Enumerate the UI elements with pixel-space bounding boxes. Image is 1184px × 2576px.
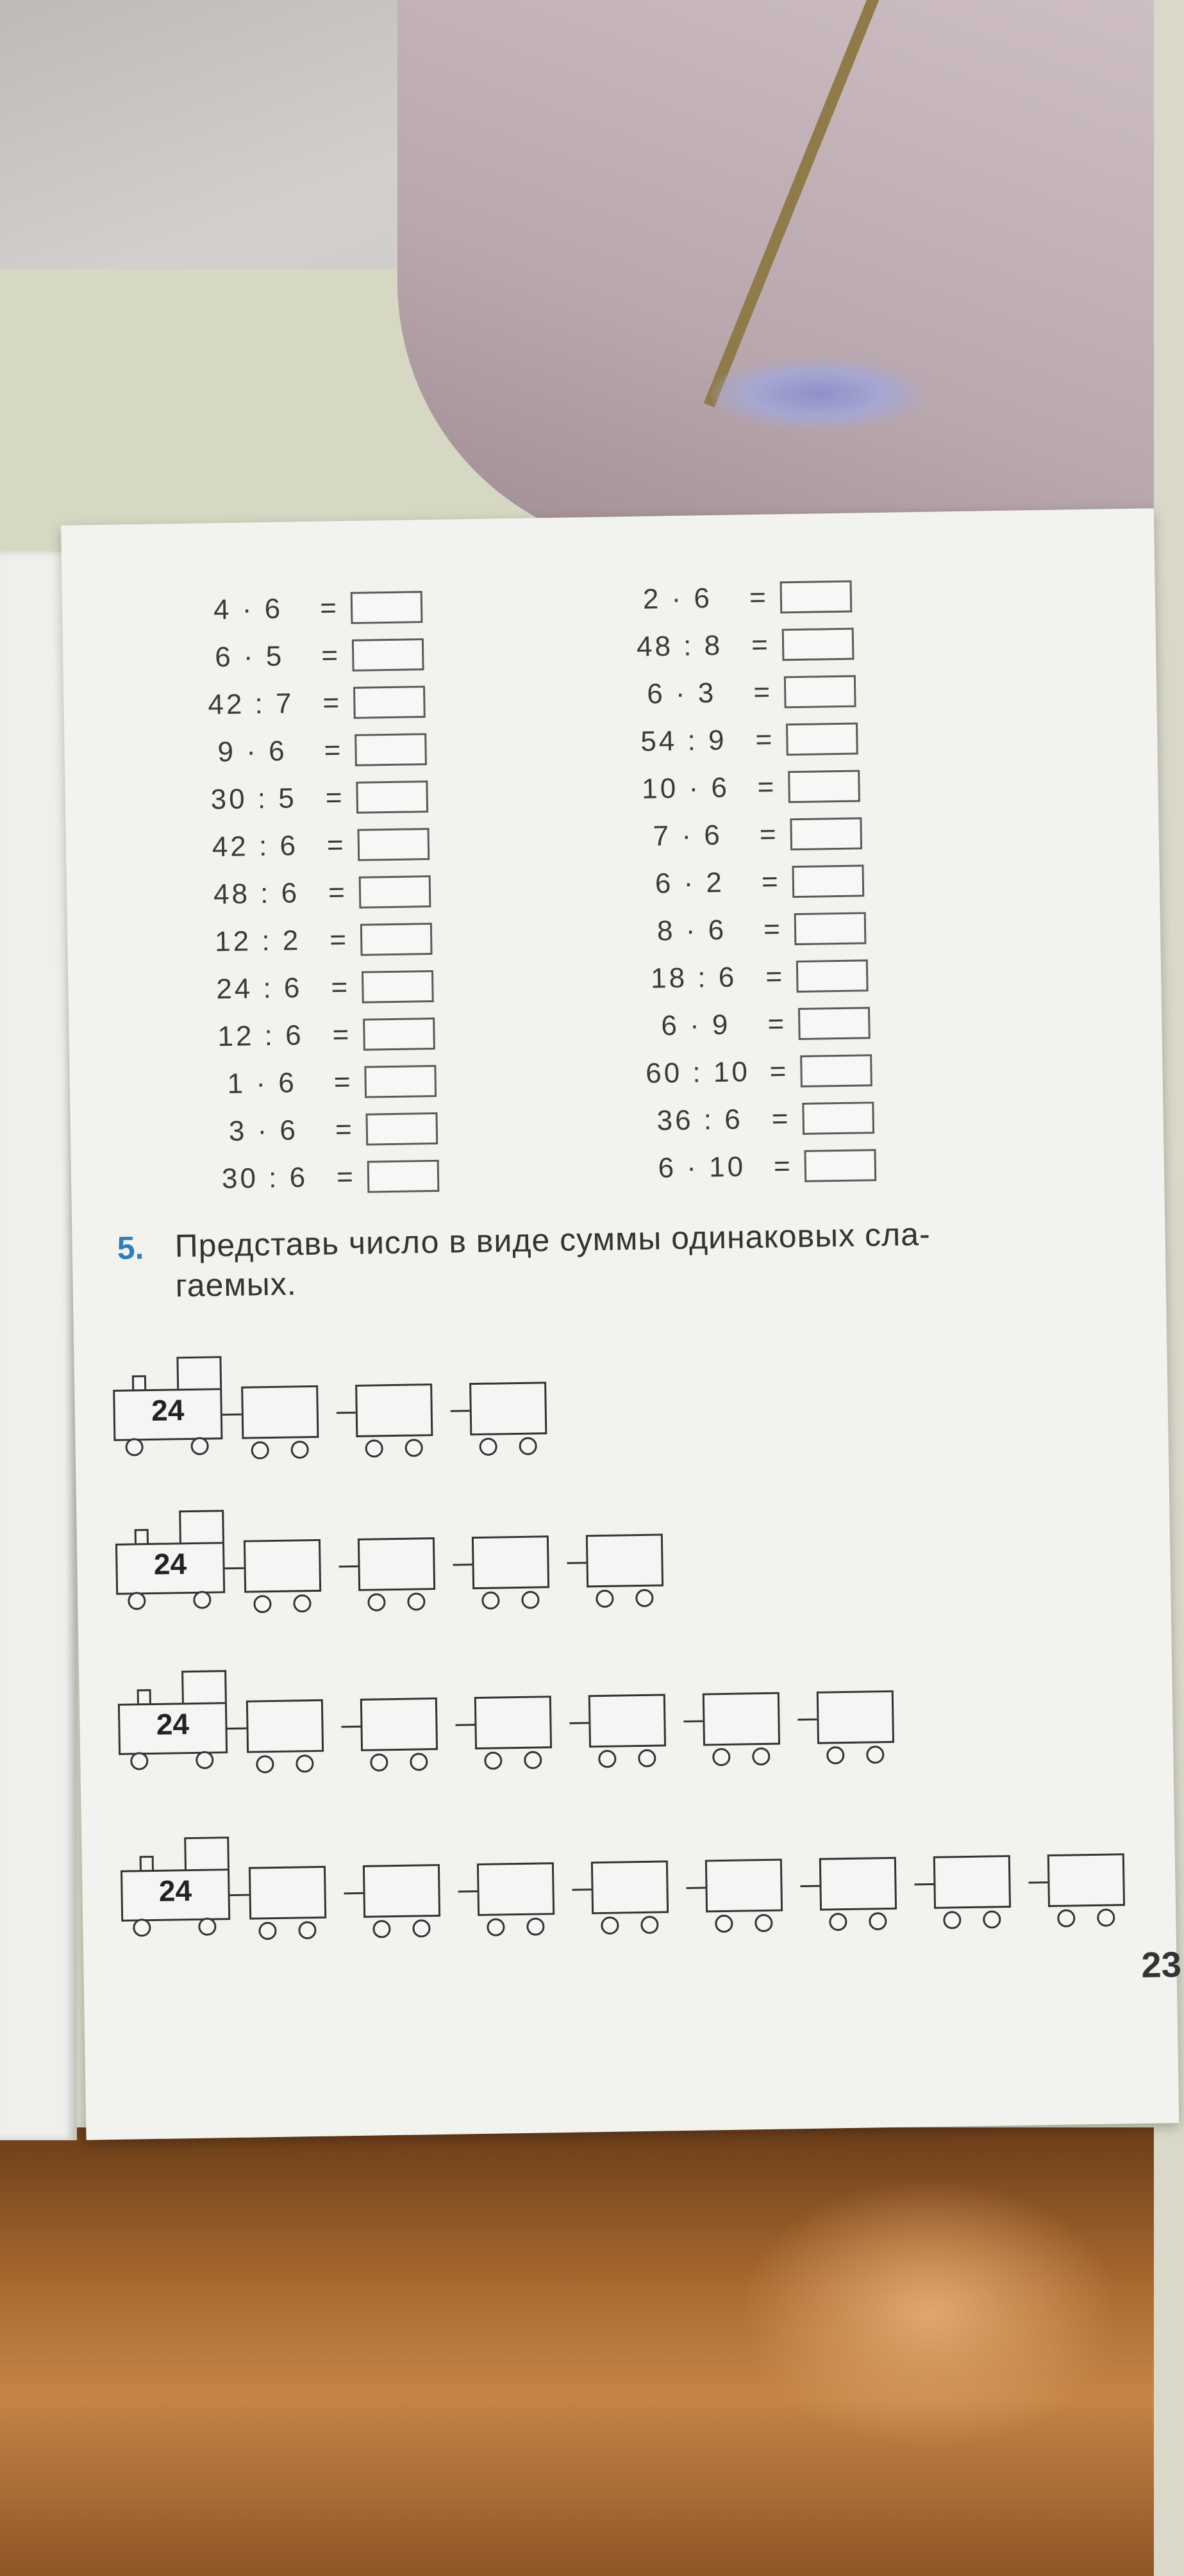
coupler-equals [222,1414,242,1416]
train-number: 24 [153,1547,187,1581]
wheel [752,1747,770,1765]
equation-expression: 3 · 6 [228,1114,299,1148]
answer-box[interactable] [782,628,855,661]
wheel [712,1748,730,1766]
wheel [298,1921,316,1939]
wheel [193,1591,211,1609]
coupler-plus [572,1888,592,1890]
coupler-plus [797,1719,817,1721]
equation-expression: 10 · 6 [641,772,730,805]
equation-row [642,1101,874,1138]
answer-box[interactable] [798,1007,871,1040]
equals-sign: = [333,1066,351,1098]
wheel [638,1749,656,1767]
equation-row [205,1112,438,1149]
equation-expression: 1 · 6 [227,1067,297,1100]
equation-row [634,911,867,948]
equation-row [624,675,856,712]
locomotive-cab [184,1837,229,1872]
equals-sign: = [769,1055,787,1087]
equation-row [201,970,434,1007]
car-body[interactable] [360,1697,438,1751]
equals-sign: = [325,782,342,814]
equation-expression: 12 : 6 [217,1020,304,1053]
wheel [251,1441,269,1459]
coupler-plus [344,1892,363,1894]
equation-expression: 7 · 6 [653,819,723,852]
answer-box[interactable] [367,1160,440,1193]
equation-expression: 48 : 8 [636,629,723,663]
coupler-equals [228,1728,247,1730]
wheel [983,1910,1001,1928]
equation-row [203,1017,435,1054]
equation-row [192,638,424,675]
equation-row [207,1159,440,1196]
car-body[interactable] [358,1537,435,1591]
equation-row [194,732,427,770]
answer-box[interactable] [780,581,853,614]
task-text-line1: Представь число в виде суммы одинаковых сла- [174,1216,931,1264]
wheel [410,1753,428,1771]
equation-expression: 18 : 6 [650,961,737,995]
car-body[interactable] [244,1539,321,1593]
locomotive-cab [176,1356,222,1391]
equation-expression: 2 · 6 [642,582,713,615]
car-body[interactable] [472,1535,549,1589]
equation-row [200,922,433,959]
answer-box[interactable] [357,828,429,861]
train-number: 24 [156,1707,190,1741]
coupler-plus [1028,1881,1047,1883]
coupler-equals [230,1894,249,1896]
coupler-plus [453,1564,472,1565]
answer-box[interactable] [359,875,431,909]
equals-sign: = [335,1113,353,1146]
equals-sign: = [749,581,767,614]
wheel [866,1746,884,1763]
equals-sign: = [755,723,772,756]
equals-sign: = [751,629,769,661]
equation-expression: 30 : 5 [210,782,297,816]
train-number: 24 [158,1874,192,1908]
answer-box[interactable] [790,817,862,850]
equation-row [631,864,864,901]
answer-box[interactable] [351,591,423,624]
answer-box[interactable] [354,733,427,766]
equals-sign: = [759,818,776,850]
wheel [596,1590,613,1608]
answer-box[interactable] [364,1065,437,1098]
answer-box[interactable] [784,675,856,709]
equation-expression: 6 · 3 [646,677,717,710]
wheel [198,1917,216,1935]
answer-box[interactable] [802,1102,874,1135]
equals-sign: = [336,1160,354,1193]
equation-row [638,1006,871,1043]
car-body[interactable] [474,1696,552,1749]
car-body[interactable] [246,1699,324,1753]
wheel [524,1751,542,1769]
answer-box[interactable] [356,780,428,814]
equation-expression: 6 · 5 [214,640,285,673]
wheel [404,1439,422,1457]
equation-row [620,580,853,617]
wheel [826,1746,844,1764]
wheel [253,1595,271,1613]
answer-box[interactable] [804,1149,876,1182]
equation-expression: 42 : 7 [207,688,294,721]
equals-sign: = [763,913,781,945]
equation-row [622,627,855,665]
equation-row [644,1148,876,1185]
equation-row [204,1064,437,1102]
car-body[interactable] [477,1862,554,1916]
car-body[interactable] [933,1855,1011,1909]
answer-box[interactable] [786,723,858,756]
equals-sign: = [329,924,347,956]
car-body[interactable] [591,1860,669,1914]
equals-sign: = [328,877,346,909]
wheel [640,1916,658,1934]
floor-highlight [737,2179,1122,2448]
equation-expression: 6 · 10 [658,1151,746,1184]
wheel [521,1590,539,1608]
equation-expression: 30 : 6 [221,1162,308,1195]
equation-row [628,769,860,806]
wheel [526,1917,544,1935]
equals-sign: = [761,866,779,898]
wheel [943,1911,961,1929]
car-body[interactable] [588,1694,666,1747]
wheel [290,1441,308,1458]
coupler-plus [800,1885,819,1887]
wheel [598,1750,616,1768]
wheel [1057,1909,1075,1927]
wheel [829,1913,847,1931]
equals-sign: = [321,640,338,672]
answer-box[interactable] [353,686,426,719]
wheel [258,1922,276,1940]
coupler-equals [225,1567,244,1569]
wheel [519,1437,537,1455]
workbook-page [61,508,1182,2140]
equation-expression: 60 : 10 [645,1056,751,1089]
coupler-plus [458,1890,478,1892]
equation-expression: 54 : 9 [640,724,727,757]
equation-row [193,685,426,722]
train-number: 24 [151,1393,185,1427]
car-body[interactable] [705,1859,783,1913]
equation-expression: 48 : 6 [213,877,300,911]
coupler-plus [914,1883,933,1885]
answer-box[interactable] [788,770,860,803]
car-body[interactable] [249,1866,326,1920]
wheel [125,1438,143,1456]
wheel [372,1920,390,1938]
wheel [190,1437,208,1455]
equals-sign: = [332,1019,349,1051]
equation-row [626,722,858,759]
answer-box[interactable] [796,959,869,993]
wheel [196,1751,213,1769]
wheel [635,1589,653,1607]
equation-expression: 8 · 6 [656,914,727,947]
wheel [412,1919,430,1937]
wheel [601,1917,619,1935]
answer-box[interactable] [362,970,434,1003]
equation-expression: 9 · 6 [217,735,287,768]
car-body[interactable] [355,1383,433,1437]
ink-stain [712,359,923,429]
wheel [1097,1908,1115,1926]
coupler-plus [339,1565,358,1567]
equation-row [640,1053,872,1091]
equals-sign: = [771,1103,788,1135]
car-body[interactable] [817,1690,894,1744]
answer-box[interactable] [365,1112,438,1146]
wheel [293,1594,311,1612]
wheel [296,1754,313,1772]
coupler-plus [451,1410,470,1412]
wheel [130,1752,148,1770]
answer-box[interactable] [352,638,424,672]
wheel [869,1912,887,1930]
wheel [715,1915,733,1933]
car-body[interactable] [363,1864,440,1918]
locomotive-cab [181,1670,227,1705]
page-number: 23 [1140,1944,1182,1985]
coupler-plus [337,1412,356,1414]
equals-sign: = [319,592,337,624]
car-body[interactable] [819,1857,897,1911]
wheel [481,1591,499,1609]
equals-sign: = [326,829,344,861]
equals-sign: = [765,961,783,993]
wheel [479,1437,497,1455]
car-body[interactable] [469,1382,547,1435]
wheel [256,1755,274,1773]
wheel [367,1593,385,1611]
equation-row [196,780,428,817]
task-text-line2: гаемых. [175,1266,297,1304]
coupler-plus [686,1887,705,1888]
equation-row [190,590,423,627]
answer-box[interactable] [800,1054,872,1087]
equation-expression: 4 · 6 [213,593,283,626]
equation-expression: 24 : 6 [215,972,303,1005]
car-body[interactable] [1047,1853,1125,1907]
equation-row [197,827,430,864]
equals-sign: = [773,1150,791,1182]
wheel [487,1918,504,1936]
equals-sign: = [331,971,348,1003]
wheel [484,1751,502,1769]
answer-box[interactable] [363,1018,435,1051]
equals-sign: = [324,734,341,766]
answer-box[interactable] [794,912,867,945]
task-number: 5. [117,1230,144,1266]
wheel [365,1439,383,1457]
wheel [128,1592,146,1610]
car-body[interactable] [703,1692,780,1746]
answer-box[interactable] [360,923,433,956]
equation-row [630,816,862,854]
answer-box[interactable] [792,864,864,898]
equation-row [199,875,431,912]
equals-sign: = [757,771,774,803]
coupler-plus [567,1562,587,1564]
coupler-plus [455,1724,474,1726]
equals-sign: = [753,676,771,709]
car-body[interactable] [241,1385,319,1439]
coupler-plus [683,1721,703,1722]
wheel [370,1753,388,1771]
coupler-plus [341,1726,360,1728]
fabric-fold [397,0,1154,551]
equation-expression: 36 : 6 [656,1103,744,1137]
wheel [407,1592,425,1610]
equals-sign: = [767,1008,785,1040]
equation-expression: 6 · 2 [655,866,725,900]
equals-sign: = [322,687,340,719]
coupler-plus [569,1722,588,1724]
car-body[interactable] [586,1533,663,1587]
equation-expression: 6 · 9 [660,1009,731,1042]
equation-expression: 12 : 2 [214,925,301,958]
wheel [133,1919,151,1936]
equation-row [636,959,869,996]
wheel [755,1914,772,1932]
locomotive-cab [179,1510,224,1545]
equation-expression: 42 : 6 [212,830,299,863]
